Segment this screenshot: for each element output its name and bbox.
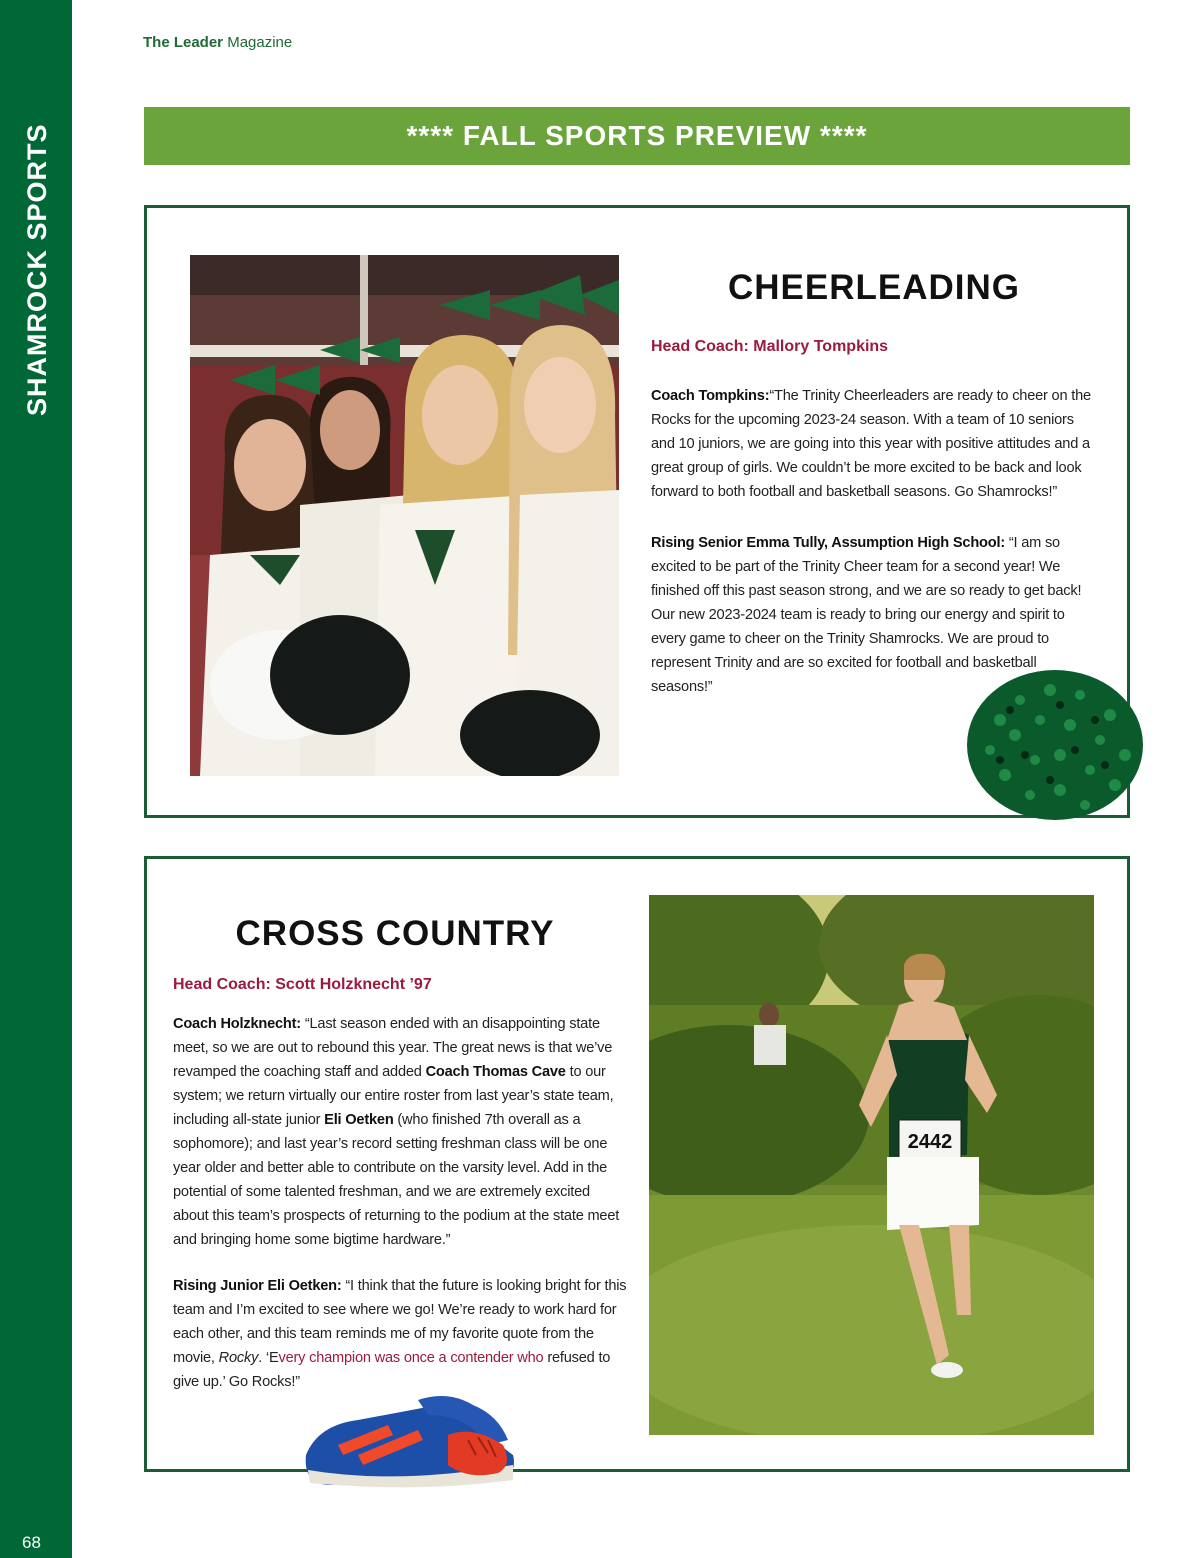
xc-student-text-2: . ‘E [258,1350,279,1366]
running-shoes-illustration [298,1385,520,1490]
magazine-name-regular: Magazine [227,34,293,51]
xc-coach-quote [173,1012,629,1252]
cheerleading-heading: CHEERLEADING [727,268,1021,307]
banner-text: **** FALL SPORTS PREVIEW **** [406,120,868,151]
xc-coach-name-cave: Coach Thomas Cave [425,1064,566,1080]
xc-coach-text-3: (who finished 7th overall as a sophomore); and last year’s record setting freshman class will be one year older and better able to contribute on the varsity level. Add in the potential of some talented freshman, and we are extremely excited about this team’s prospects of returning to the podium at the state meet and bringing home some bigtime hardware.” [173,1112,620,1248]
cheer-coach-speaker: Coach Tompkins: [651,388,770,404]
cross-country-heading: CROSS COUNTRY [235,914,555,953]
runner-bib: 2442 [907,1131,953,1153]
magazine-name-bold: The Leader [143,34,224,51]
xc-student-quote [173,1274,629,1394]
cheer-coach-quote [651,384,1101,504]
xc-quote-highlight: very champion was once a contender who [278,1350,544,1366]
runner-photo [649,895,1094,1435]
cheer-coach-text: “The Trinity Cheerleaders are ready to cheer on the Rocks for the upcoming 2023-24 season. With a team of 10 seniors and 10 juniors, we are going into this year with positive attitudes and a great group of girls. We couldn’t be more excited to be back and look forward to both football and basketball seasons. Go Shamrocks!” [651,388,1091,500]
fall-sports-banner [144,107,1130,165]
xc-movie-title: Rocky [218,1350,259,1366]
xc-athlete-name-oetken: Eli Oetken [324,1112,394,1128]
cheer-student-speaker: Rising Senior Emma Tully, Assumption High School: [651,535,1005,551]
pompom-illustration [960,660,1145,820]
xc-student-text-1: “I think that the future is looking bright for this team and I’m excited to see where we go! We’re ready to work hard for each other, and this team reminds me of my favorite quote from the movie, [173,1278,627,1366]
section-title-vertical: SHAMROCK SPORTS [22,123,52,417]
cheerleaders-photo [190,255,619,776]
cheer-student-text: “I am so excited to be part of the Trinity Cheer team for a second year! We finished off this past season strong, and we are so ready to get back! Our new 2023-2024 team is ready to bring our energy and spirit to every game to cheer on the Trinity Shamrocks. We are proud to represent Trinity and are so excited for football and basketball seasons!” [651,535,1082,695]
magazine-name [143,34,292,51]
xc-student-speaker: Rising Junior Eli Oetken: [173,1278,342,1294]
page-number: 68 [22,1533,41,1552]
cheer-head-coach: Head Coach: Mallory Tompkins [651,338,889,355]
xc-head-coach: Head Coach: Scott Holzknecht ’97 [173,976,432,993]
xc-coach-text-2: to our system; we return virtually our entire roster from last year’s state team, including all-state junior [173,1064,614,1128]
xc-coach-speaker: Coach Holzknecht: [173,1016,301,1032]
xc-student-text-3: refused to give up.’ Go Rocks!” [173,1350,611,1390]
xc-coach-text-1: “Last season ended with an disappointing state meet, so we are out to rebound this year. The great news is that we’ve revamped the coaching staff and added [173,1016,613,1080]
